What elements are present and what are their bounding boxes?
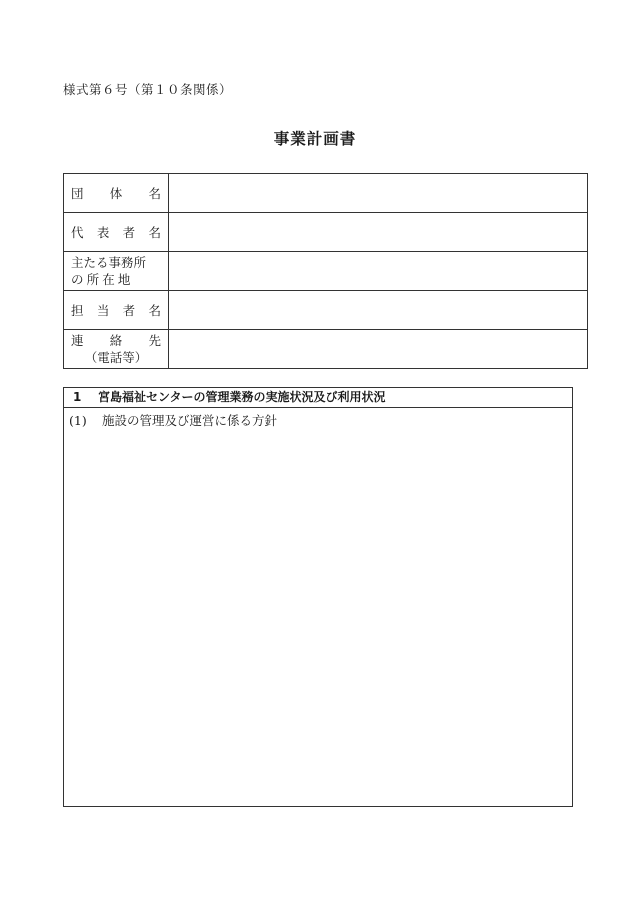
office-address-label bbox=[64, 252, 169, 291]
person-in-charge-field[interactable] bbox=[169, 291, 588, 330]
applicant-info-table bbox=[63, 173, 588, 369]
contact-label-line1: 連 絡 先 bbox=[71, 333, 161, 348]
item-1-label: 施設の管理及び運営に係る方針 bbox=[102, 413, 278, 428]
organization-name-field[interactable] bbox=[169, 174, 588, 213]
table-row bbox=[64, 291, 588, 330]
section-1-number: 1 bbox=[73, 390, 82, 404]
organization-name-label bbox=[64, 174, 169, 213]
table-row bbox=[64, 174, 588, 213]
representative-field[interactable] bbox=[169, 213, 588, 252]
section-1-header bbox=[64, 388, 572, 408]
document-title: 事業計画書 bbox=[273, 130, 357, 148]
contact-label bbox=[64, 330, 169, 369]
spread-text: 代 表 者 名 bbox=[71, 224, 161, 240]
representative-label bbox=[64, 213, 169, 252]
table-row bbox=[64, 330, 588, 369]
office-address-label-line2: の 所 在 地 bbox=[71, 272, 131, 287]
table-row bbox=[64, 252, 588, 291]
section-1-item-1 bbox=[64, 408, 572, 429]
table-row bbox=[64, 213, 588, 252]
office-address-label-line1: 主たる事務所 bbox=[71, 255, 147, 270]
form-number: 様式第６号（第１０条関係） bbox=[63, 82, 233, 97]
section-1-writing-area[interactable] bbox=[64, 430, 572, 806]
section-1-box bbox=[63, 387, 573, 807]
item-1-number: (1) bbox=[69, 413, 87, 428]
person-in-charge-label bbox=[64, 291, 169, 330]
section-1-title: 宮島福祉センターの管理業務の実施状況及び利用状況 bbox=[98, 390, 386, 404]
contact-label-line2: （電話等） bbox=[84, 350, 148, 365]
contact-field[interactable] bbox=[169, 330, 588, 369]
office-address-field[interactable] bbox=[169, 252, 588, 291]
spread-text: 担 当 者 名 bbox=[71, 302, 161, 318]
spread-text: 団 体 名 bbox=[71, 185, 161, 201]
